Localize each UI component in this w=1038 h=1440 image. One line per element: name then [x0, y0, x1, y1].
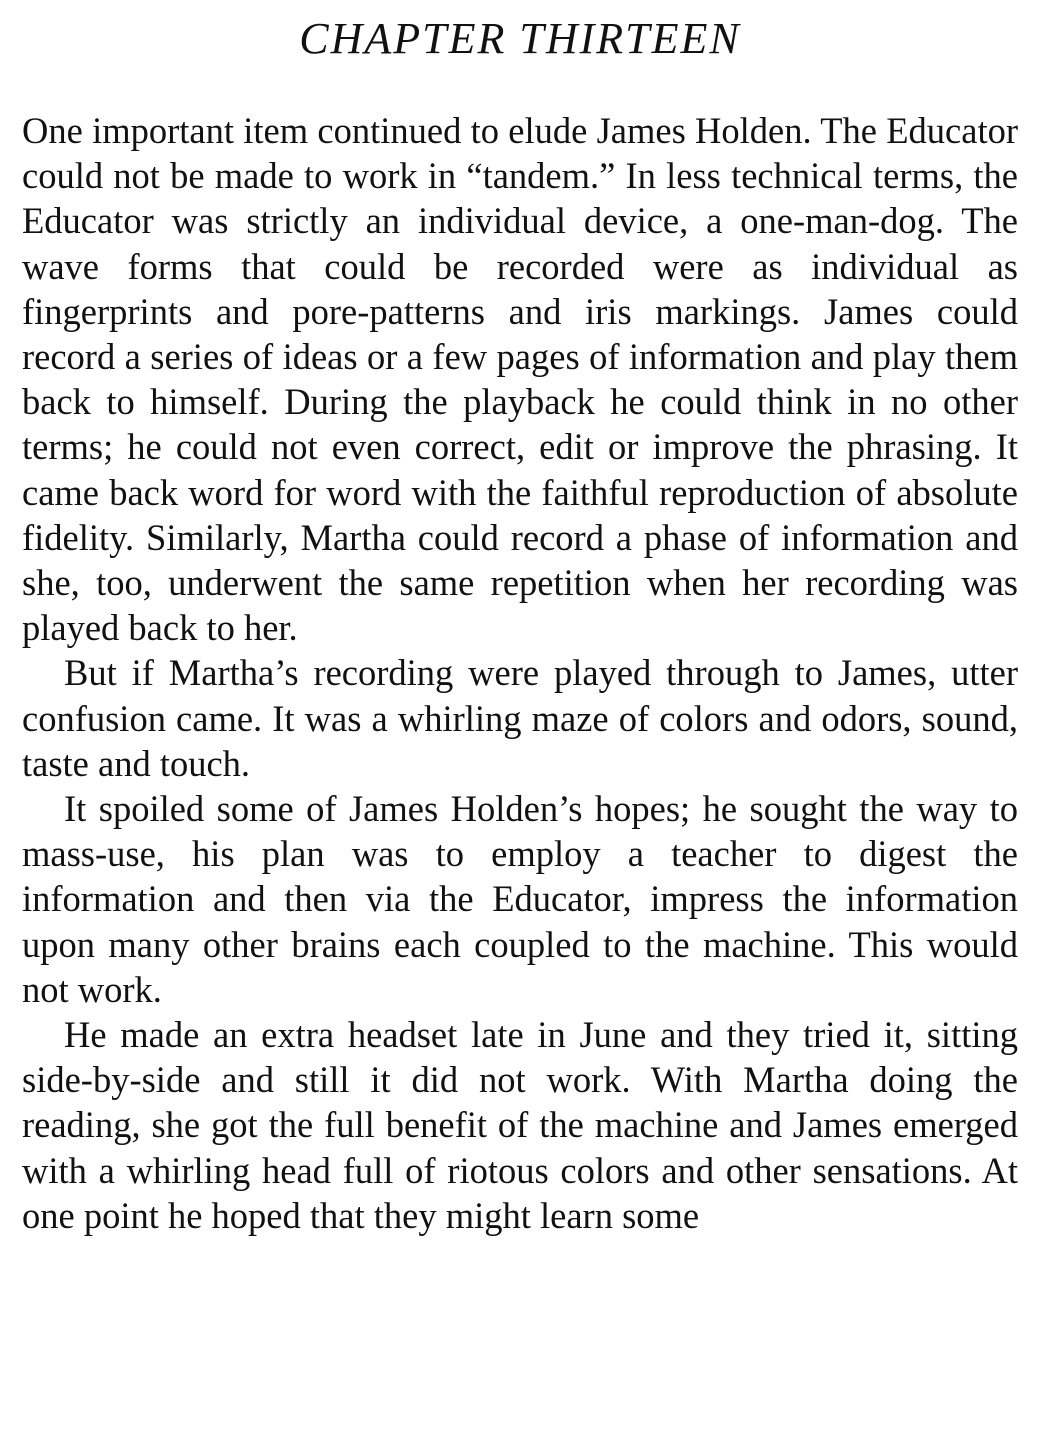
paragraph: But if Martha’s recording were played through to James, utter confusion came. It was a whirling maze of colors and odors, sound, taste and touch.: [22, 652, 1018, 784]
chapter-title: CHAPTER THIRTEEN: [299, 14, 741, 63]
paragraph: One important item continued to elude James Holden. The Educator could not be made to work in “tandem.” In less technical terms, the Educator was strictly an individual device, a one-man-dog. The wave forms that could be recorded were as individual as fingerprints and pore-patterns and iris markings. James could record a series of ideas or a few pages of information and play them back to himself. During the playback he could think in no other terms; he could not even correct, edit or improve the phrasing. It came back word for word with the faithful reproduction of absolute fidelity. Similarly, Martha could record a phase of information and she, too, underwent the same repetition when her recording was played back to her.: [22, 110, 1018, 649]
book-page: [22, 8, 1018, 1432]
paragraph: It spoiled some of James Holden’s hopes; he sought the way to mass-use, his plan was to employ a teacher to digest the information and then via the Educator, impress the information upon many other brains each coupled to the machine. This would not work.: [22, 788, 1018, 1010]
paragraph: He made an extra headset late in June and they tried it, sitting side-by-side and still it did not work. With Martha doing the reading, she got the full benefit of the machine and James emerged with a whirling head full of riotous colors and other sensations. At one point he hoped that they might learn some: [22, 1014, 1018, 1236]
